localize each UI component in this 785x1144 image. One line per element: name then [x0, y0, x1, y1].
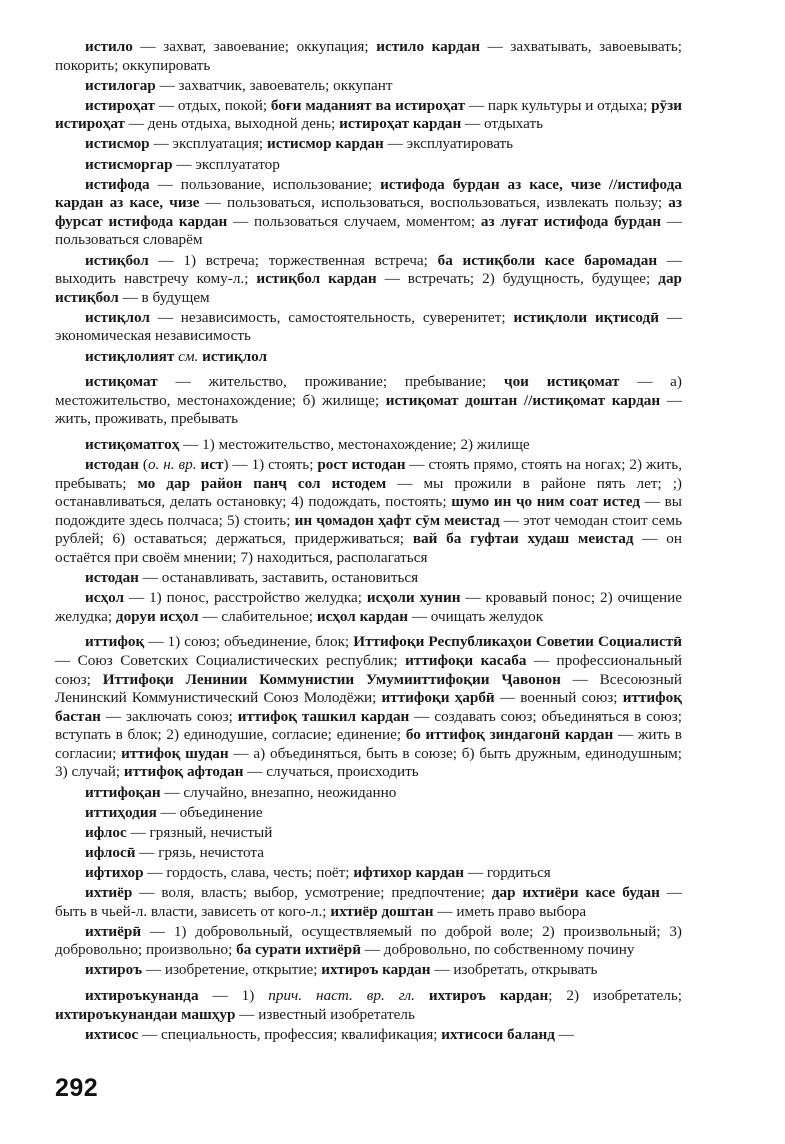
entry-definition: — грязь, нечистота	[135, 843, 264, 861]
entry-definition: — мы прожили в районе пять лет; ;) останавливаться, делать остановку; 4) подождать, постоять;	[55, 474, 682, 511]
entry-definition: — пользоваться словарём	[55, 212, 682, 249]
entry-definition: — 1) союз; объединение, блок;	[144, 633, 354, 651]
entry-definition: — Всесоюзный Ленинский Коммунистический Союз Молодёжи;	[55, 670, 682, 707]
entry-phrase: истило кардан	[376, 38, 481, 55]
dictionary-entry	[55, 569, 682, 588]
entry-phrase: ифтихор кардан	[353, 863, 465, 881]
entry-definition: — очищать желудок	[408, 607, 544, 625]
entry-headword: иттиҳодия	[85, 803, 157, 821]
entry-headword: истиқоматгоҳ	[85, 435, 180, 453]
entry-definition: — добровольно, по собственному почину	[360, 941, 635, 959]
dictionary-entry	[55, 804, 682, 823]
entry-definition: —	[554, 1025, 574, 1043]
entry-headword: истилогар	[85, 76, 156, 94]
entry-definition: — гордиться	[464, 863, 551, 881]
entry-phrase: Иттифоқи Республикаҳои Советии Социалистӣ	[353, 633, 682, 651]
entry-definition: — жительство, проживание; пребывание;	[157, 373, 505, 391]
entry-phrase: Иттифоқи Ленинии Коммунистии Умумииттифоқии Ҷавонон	[102, 670, 561, 688]
entry-definition: — 1)	[198, 987, 269, 1004]
entry-definition: (	[138, 455, 148, 473]
entry-phrase: ин ҷомадон ҳафт сӯм меистад	[294, 511, 500, 529]
dictionary-entry	[55, 252, 682, 308]
entry-phrase: ба сурати ихтиёрӣ	[236, 941, 361, 959]
entry-headword: истифода	[85, 175, 150, 193]
entry-definition: — профессиональный союз;	[55, 651, 683, 688]
entry-grammar-note: прич. наст. вр. гл.	[268, 987, 415, 1004]
entry-definition: — вы подождите здесь полчаса; 5) стоить;	[55, 493, 682, 529]
dictionary-entry	[55, 176, 682, 250]
entry-headword: ихтиёр	[85, 884, 133, 902]
entry-phrase: бо иттифоқ зиндагонӣ кардан	[405, 726, 614, 744]
entry-definition: — в будущем	[118, 288, 210, 306]
entry-definition: — 1) понос, расстройство желудка;	[124, 589, 367, 607]
entry-phrase: истиқомат доштан //истиқомат кардан	[385, 391, 661, 409]
entry-definition: — военный союз;	[494, 689, 623, 707]
entry-definition: — захватчик, завоеватель; оккупант	[155, 76, 393, 94]
dictionary-entry	[55, 824, 682, 843]
entry-definition: — отдыхать	[461, 115, 544, 133]
dictionary-entry	[55, 633, 682, 782]
entry-definition: — иметь право выбора	[433, 902, 587, 920]
entry-phrase: мо дар район панҷ сол истодем	[137, 474, 387, 492]
entry-definition	[415, 987, 429, 1004]
entry-definition: — эксплуататор	[172, 155, 280, 173]
entry-definition: — объединение	[156, 803, 263, 821]
dictionary-entry	[55, 1026, 682, 1045]
entry-phrase: истифода бурдан аз касе, чизе //истифода кардан аз касе, чизе	[55, 175, 682, 212]
entry-phrase: исҳоли хунин	[366, 589, 461, 607]
dictionary-entry	[55, 348, 682, 367]
entry-headword: истисмор	[85, 135, 150, 153]
entry-definition: — жить, проживать, пребывать	[55, 391, 683, 428]
entry-phrase: ихтироъ кардан	[321, 961, 431, 979]
entry-phrase: ба истиқболи касе баромадан	[437, 251, 658, 269]
entry-definition: ; 2) изобретатель;	[548, 987, 683, 1004]
entry-definition: — Союз Советских Социалистических республик;	[55, 651, 406, 669]
entry-definition: — экономическая независимость	[55, 308, 683, 345]
entry-phrase: дар ихтиёри касе будан	[491, 884, 660, 902]
entry-definition: — стоять прямо, стоять на ногах; 2) жить, пребывать;	[55, 455, 682, 492]
entry-headword: истиқлол	[85, 308, 150, 326]
entry-definition: — пользоваться, использоваться, воспользоваться, извлекать пользу;	[199, 194, 669, 212]
entry-headword: ифлосӣ	[85, 843, 136, 861]
entry-headword: истило	[85, 38, 133, 55]
entry-definition: — день отдыха, выходной день;	[125, 115, 340, 133]
entry-definition: — а) объединяться, быть в союзе; б) быть дружным, единодушным; 3) случай;	[55, 744, 682, 781]
entry-definition: — гордость, слава, честь; поёт;	[143, 863, 354, 881]
entry-phrase: вай ба гуфтаи худаш меистад	[412, 530, 634, 548]
entry-definition: — пользоваться случаем, моментом;	[227, 212, 481, 230]
entry-phrase: исҳол кардан	[316, 607, 408, 625]
entry-definition: ) — 1) стоять;	[223, 455, 318, 473]
entry-phrase: иттифоқ шудан	[121, 744, 229, 762]
entry-headword: исҳол	[85, 589, 124, 607]
entry-phrase: ист	[200, 455, 224, 473]
entry-definition: — отдых, покой;	[155, 96, 271, 114]
dictionary-entry	[55, 135, 682, 154]
entry-definition: — изобретать, открывать	[430, 961, 598, 979]
dictionary-entry	[55, 589, 682, 626]
entry-definition: — жить в согласии;	[55, 726, 682, 762]
entry-definition: — быть в чьей-л. власти, зависеть от кого-л.;	[55, 884, 682, 920]
entry-phrase: ихтиёр доштан	[330, 902, 434, 920]
entry-phrase: истироҳат кардан	[339, 115, 462, 133]
dictionary-entry	[55, 864, 682, 883]
entry-headword: истисморгар	[85, 155, 173, 173]
entry-phrase: доруи исҳол	[115, 607, 199, 625]
dictionary-entry	[55, 77, 682, 96]
entry-definition: — известный изобретатель	[235, 1005, 415, 1023]
dictionary-entry	[55, 961, 682, 980]
entry-definition: — грязный, нечистый	[126, 823, 273, 841]
entry-definition: — создавать союз; объединяться в союз; вступать в блок; 2) единодушие, согласие; единение;	[55, 707, 682, 744]
entry-phrase: аз луғат истифода бурдан	[480, 212, 662, 230]
entry-definition: — случайно, внезапно, неожиданно	[160, 783, 397, 801]
entry-phrase: аз фурсат истифода кардан	[55, 194, 682, 230]
entry-headword: истодан	[85, 569, 139, 587]
dictionary-entry	[55, 373, 682, 429]
entry-phrase: шумо ин ҷо ним соат истед	[451, 493, 641, 511]
dictionary-entry	[55, 784, 682, 803]
entry-phrase: иттифоқ ташкил кардан	[237, 707, 410, 725]
entry-definition: — этот чемодан стоит семь рублей; 6) оставаться; держаться, придерживаться;	[55, 511, 682, 548]
entry-definition: — воля, власть; выбор, усмотрение; предпочтение;	[132, 884, 492, 902]
entry-definition: — выходить навстречу кому-л.;	[55, 251, 683, 288]
page-number: 292	[55, 1074, 99, 1102]
entry-definition: — пользование, использование;	[149, 175, 381, 193]
entry-phrase: дар истиқбол	[55, 270, 682, 306]
entry-headword: ихтиёрӣ	[85, 922, 142, 940]
entry-definition: — специальность, профессия; квалификация;	[138, 1025, 442, 1043]
dictionary-entry	[55, 309, 682, 346]
entry-phrase: боғи маданият ва истироҳат	[270, 96, 466, 114]
dictionary-entry	[55, 884, 682, 921]
entry-headword: истироҳат	[85, 96, 155, 114]
entry-definition: — кровавый понос; 2) очищение желудка;	[55, 589, 682, 625]
entry-definition: — а) местожительство, местонахождение; б) жилище;	[55, 373, 682, 409]
entry-definition: — эксплуатировать	[383, 135, 514, 153]
entry-definition: — парк культуры и отдыха;	[465, 96, 652, 114]
entry-definition: — 1) местожительство, местонахождение; 2) жилище	[179, 435, 530, 453]
dictionary-entry	[55, 156, 682, 175]
entry-phrase: иттифоқи ҳарбӣ	[381, 689, 495, 707]
dictionary-entry	[55, 987, 682, 1024]
entry-definition: — изобретение, открытие;	[142, 961, 322, 979]
entry-headword: истиқбол	[85, 251, 149, 269]
dictionary-entry	[55, 97, 682, 134]
entry-definition: — 1) встреча; торжественная встреча;	[148, 251, 438, 269]
entry-definition: — захват, завоевание; оккупация;	[132, 38, 377, 55]
dictionary-entry	[55, 38, 682, 75]
dictionary-entry	[55, 436, 682, 455]
entry-phrase: истиқбол кардан	[256, 270, 377, 288]
entry-phrase: иттифоқ афтодан	[123, 763, 244, 781]
entry-definition: — заключать союз;	[100, 707, 238, 725]
entry-phrase: истисмор кардан	[266, 135, 384, 153]
entry-definition: — 1) добровольный, осуществляемый по доброй воле; 2) произвольный; 3) добровольно; произвольно;	[55, 922, 682, 959]
entry-headword: истиқомат	[85, 373, 158, 391]
dictionary-entry	[55, 456, 682, 568]
entry-phrase: истиқлоли иқтисодӣ	[513, 308, 659, 326]
entry-headword: иттифоқан	[85, 783, 161, 801]
entry-definition: — останавливать, заставить, остановиться	[138, 569, 419, 587]
entry-definition: — случаться, происходить	[243, 763, 419, 781]
entry-definition: — встречать; 2) будущность, будущее;	[376, 270, 659, 288]
entry-phrase: иттифоқи касаба	[405, 651, 527, 669]
entry-headword: иттифоқ	[85, 633, 145, 651]
entry-headword: ихтисос	[85, 1025, 139, 1043]
entry-phrase: истиқлол	[202, 347, 268, 365]
entry-phrase: рӯзи истироҳат	[55, 96, 683, 133]
entry-phrase: рост истодан	[317, 455, 406, 473]
entry-definition: — захватывать, завоевывать; покорить; оккупировать	[55, 38, 682, 74]
entry-phrase: ихтироъ кардан	[428, 987, 549, 1004]
entry-phrase: ҷои истиқомат	[504, 373, 620, 391]
entry-headword: ифтихор	[85, 863, 144, 881]
entry-phrase: ихтисоси баланд	[441, 1025, 555, 1043]
entry-definition: — он остаётся при своём мнении; 7) находиться, располагаться	[55, 530, 682, 566]
entry-headword: ихтироъкунанда	[85, 987, 199, 1004]
entry-definition: — эксплуатация;	[149, 135, 267, 153]
dictionary-entry	[55, 923, 682, 960]
entry-grammar-note: см.	[174, 347, 203, 365]
dictionary-entry	[55, 844, 682, 863]
entry-headword: ихтироъ	[85, 961, 143, 979]
entry-headword: истиқлолият	[85, 347, 175, 365]
dictionary-page-body	[55, 38, 682, 1046]
entry-phrase: иттифоқ бастан	[55, 689, 682, 725]
entry-phrase: ихтироъкунандаи машҳур	[55, 1005, 236, 1023]
entry-headword: истодан	[85, 455, 139, 473]
entry-headword: ифлос	[85, 823, 127, 841]
entry-grammar-note: о. н. вр.	[147, 455, 197, 473]
entry-definition: — слабительное;	[198, 607, 317, 625]
entry-definition: — независимость, самостоятельность, суверенитет;	[149, 308, 514, 326]
